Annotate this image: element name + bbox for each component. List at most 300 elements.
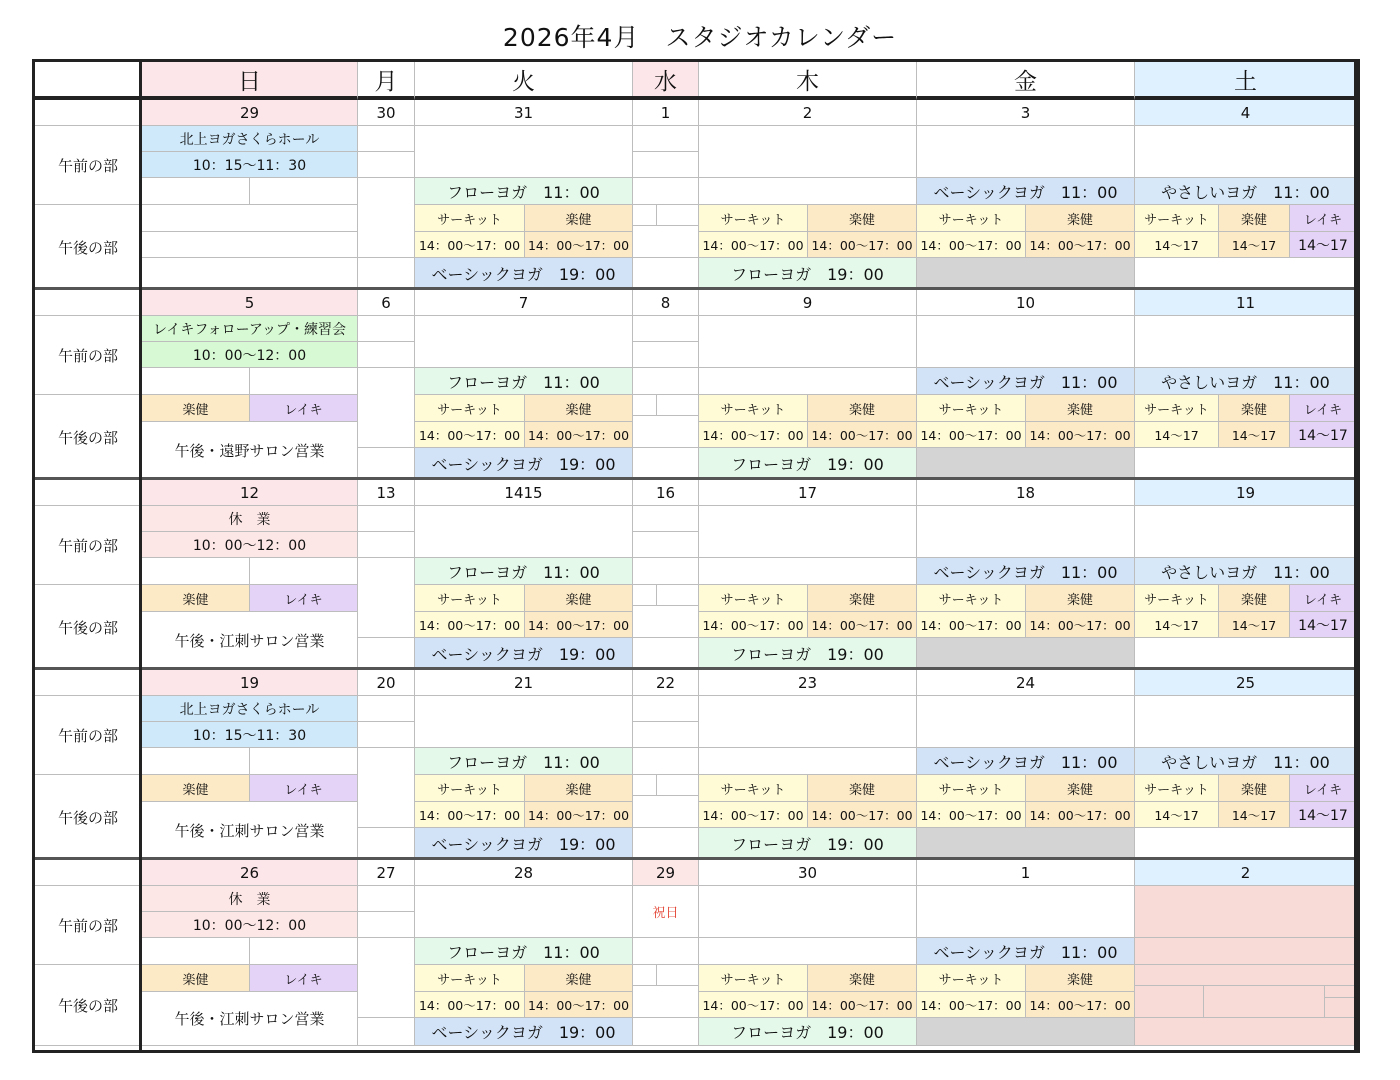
rakken-time: 14～17 (1219, 802, 1290, 828)
empty-cell (142, 558, 250, 585)
date-number: 8 (633, 290, 699, 316)
circuit-label: サーキット (699, 965, 808, 992)
empty-cell (633, 448, 699, 480)
date-number: 23 (699, 670, 917, 696)
reiki-time: 14～17 (1290, 612, 1357, 638)
divider-bar (139, 62, 142, 1050)
empty-cell (633, 258, 699, 290)
empty-cell (1135, 506, 1357, 558)
unavailable-cell (1135, 1018, 1357, 1046)
empty-cell (358, 696, 415, 722)
empty-cell (699, 938, 917, 965)
circuit-label: サーキット (415, 585, 525, 612)
empty-cell (1135, 696, 1357, 748)
weekday-header: 土 (1135, 62, 1357, 100)
reiki-label: レイキ (1290, 395, 1357, 422)
slot-label-am: 午前の部 (35, 696, 142, 775)
empty-cell (699, 316, 917, 368)
date-number: 11 (1135, 290, 1357, 316)
yasashii-yoga-am: やさしいヨガ 11：00 (1135, 748, 1357, 775)
date-number: 29 (142, 100, 358, 126)
empty-cell (657, 205, 699, 226)
sunday-rakken: 楽健 (142, 585, 250, 612)
empty-cell (699, 368, 917, 395)
sunday-am-event: 休 業 (142, 506, 358, 532)
circuit-time: 14：00～17：00 (415, 232, 525, 258)
circuit-label: サーキット (699, 395, 808, 422)
date-number: 1415 (415, 480, 633, 506)
sunday-am-time: 10：15～11：30 (142, 722, 358, 748)
closed-slot (917, 828, 1135, 860)
empty-cell (142, 205, 358, 232)
rakken-time: 14：00～17：00 (808, 612, 917, 638)
circuit-time: 14：00～17：00 (699, 232, 808, 258)
sunday-salon-note: 午後・江刺サロン営業 (142, 992, 358, 1046)
rakken-time: 14：00～17：00 (808, 422, 917, 448)
sunday-am-time: 10：00～12：00 (142, 532, 358, 558)
empty-cell (657, 775, 699, 796)
rakken-time: 14：00～17：00 (808, 802, 917, 828)
date-number: 18 (917, 480, 1135, 506)
empty-cell (917, 126, 1135, 178)
sunday-rakken: 楽健 (142, 395, 250, 422)
empty-cell (358, 506, 415, 532)
date-number: 5 (142, 290, 358, 316)
rakken-label: 楽健 (808, 395, 917, 422)
weekday-header: 金 (917, 62, 1135, 100)
empty-cell (358, 532, 415, 558)
circuit-time: 14：00～17：00 (699, 992, 808, 1018)
empty-cell (142, 258, 358, 290)
empty-cell (415, 886, 633, 938)
circuit-label: サーキット (415, 965, 525, 992)
sunday-salon-note: 午後・遠野サロン営業 (142, 422, 358, 480)
sunday-rakken: 楽健 (142, 775, 250, 802)
empty-cell (358, 938, 415, 1018)
date-number: 21 (415, 670, 633, 696)
unavailable-cell (1325, 986, 1357, 998)
slot-label-pm: 午後の部 (35, 965, 142, 1046)
calendar-grid (32, 59, 1360, 1053)
circuit-label: サーキット (1135, 205, 1219, 232)
flow-yoga-pm: フローヨガ 19：00 (699, 828, 917, 860)
weekday-header: 月 (358, 62, 415, 100)
empty-cell (917, 696, 1135, 748)
empty-cell (415, 126, 633, 178)
empty-cell (633, 395, 657, 416)
basic-yoga-pm: ベーシックヨガ 19：00 (415, 258, 633, 290)
rakken-time: 14：00～17：00 (1026, 802, 1135, 828)
rakken-time: 14：00～17：00 (808, 992, 917, 1018)
sunday-am-event: レイキフォローアップ・練習会 (142, 316, 358, 342)
slot-label-am: 午前の部 (35, 316, 142, 395)
empty-cell (358, 722, 415, 748)
rakken-label: 楽健 (808, 585, 917, 612)
rakken-label: 楽健 (1219, 205, 1290, 232)
rakken-time: 14：00～17：00 (1026, 612, 1135, 638)
closed-slot (917, 258, 1135, 290)
closed-slot (917, 448, 1135, 480)
unavailable-cell (1135, 965, 1357, 986)
empty-cell (633, 205, 657, 226)
unavailable-cell (1325, 998, 1357, 1018)
circuit-time: 14：00～17：00 (917, 422, 1026, 448)
sunday-salon-note: 午後・江刺サロン営業 (142, 612, 358, 670)
circuit-label: サーキット (415, 395, 525, 422)
page-title: 2026年4月 スタジオカレンダー (502, 23, 898, 52)
circuit-label: サーキット (699, 585, 808, 612)
rakken-time: 14：00～17：00 (1026, 232, 1135, 258)
empty-cell (250, 938, 358, 965)
date-number: 24 (917, 670, 1135, 696)
empty-cell (633, 226, 699, 258)
rakken-label: 楽健 (1219, 585, 1290, 612)
rakken-label: 楽健 (1026, 395, 1135, 422)
reiki-time: 14～17 (1290, 802, 1357, 828)
empty-cell (358, 748, 415, 828)
circuit-time: 14～17 (1135, 612, 1219, 638)
basic-yoga-am: ベーシックヨガ 11：00 (917, 938, 1135, 965)
slot-label-pm: 午後の部 (35, 775, 142, 860)
header-corner (35, 62, 142, 100)
empty-cell (1135, 638, 1357, 670)
rakken-time: 14～17 (1219, 232, 1290, 258)
sunday-am-time: 10：00～12：00 (142, 912, 358, 938)
empty-cell (250, 558, 358, 585)
rakken-label: 楽健 (1219, 395, 1290, 422)
date-number: 9 (699, 290, 917, 316)
divider-bar (632, 96, 700, 100)
date-number: 2 (1135, 860, 1357, 886)
empty-cell (699, 178, 917, 205)
empty-cell (633, 558, 699, 585)
sunday-reiki: レイキ (250, 775, 358, 802)
rakken-time: 14：00～17：00 (525, 232, 633, 258)
weekday-header: 日 (142, 62, 358, 100)
empty-cell (250, 178, 358, 205)
slot-label-pm: 午後の部 (35, 205, 142, 290)
circuit-label: サーキット (917, 585, 1026, 612)
rakken-label: 楽健 (808, 965, 917, 992)
empty-cell (633, 416, 699, 448)
circuit-label: サーキット (699, 775, 808, 802)
circuit-label: サーキット (917, 965, 1026, 992)
empty-cell (250, 368, 358, 395)
flow-yoga-am: フローヨガ 11：00 (415, 558, 633, 585)
empty-cell (633, 938, 699, 965)
circuit-time: 14～17 (1135, 802, 1219, 828)
empty-cell (142, 938, 250, 965)
date-number: 7 (415, 290, 633, 316)
empty-cell (699, 886, 917, 938)
rakken-time: 14：00～17：00 (525, 802, 633, 828)
empty-cell (358, 368, 415, 448)
empty-cell (415, 506, 633, 558)
empty-cell (633, 152, 699, 178)
empty-cell (633, 986, 699, 1018)
rakken-label: 楽健 (525, 395, 633, 422)
date-row-blank (35, 100, 142, 126)
empty-cell (633, 828, 699, 860)
sunday-salon-note: 午後・江刺サロン営業 (142, 802, 358, 860)
circuit-time: 14：00～17：00 (917, 612, 1026, 638)
empty-cell (1135, 258, 1357, 290)
reiki-label: レイキ (1290, 205, 1357, 232)
sunday-am-event: 休 業 (142, 886, 358, 912)
sunday-am-time: 10：15～11：30 (142, 152, 358, 178)
rakken-time: 14：00～17：00 (1026, 422, 1135, 448)
date-number: 19 (1135, 480, 1357, 506)
empty-cell (633, 796, 699, 828)
rakken-time: 14：00～17：00 (808, 232, 917, 258)
rakken-label: 楽健 (1026, 205, 1135, 232)
slot-label-am: 午前の部 (35, 886, 142, 965)
empty-cell (657, 965, 699, 986)
empty-cell (699, 506, 917, 558)
closed-slot (917, 638, 1135, 670)
empty-cell (358, 558, 415, 638)
rakken-time: 14～17 (1219, 612, 1290, 638)
date-number: 27 (358, 860, 415, 886)
date-number: 30 (358, 100, 415, 126)
weekday-header: 火 (415, 62, 633, 100)
empty-cell (358, 126, 415, 152)
empty-cell (633, 722, 699, 748)
empty-cell (142, 232, 358, 258)
basic-yoga-am: ベーシックヨガ 11：00 (917, 368, 1135, 395)
date-number: 30 (699, 860, 917, 886)
sunday-am-event: 北上ヨガさくらホール (142, 696, 358, 722)
rakken-time: 14：00～17：00 (525, 992, 633, 1018)
empty-cell (699, 696, 917, 748)
empty-cell (917, 506, 1135, 558)
circuit-time: 14：00～17：00 (917, 232, 1026, 258)
empty-cell (633, 532, 699, 558)
rakken-label: 楽健 (1026, 965, 1135, 992)
date-row-blank (35, 290, 142, 316)
yasashii-yoga-am: やさしいヨガ 11：00 (1135, 558, 1357, 585)
date-number: 31 (415, 100, 633, 126)
date-number: 4 (1135, 100, 1357, 126)
unavailable-cell (1135, 986, 1204, 1018)
flow-yoga-am: フローヨガ 11：00 (415, 748, 633, 775)
slot-label-am: 午前の部 (35, 126, 142, 205)
empty-cell (142, 178, 250, 205)
empty-cell (358, 1018, 415, 1046)
weekday-header: 木 (699, 62, 917, 100)
empty-cell (358, 448, 415, 480)
sunday-reiki: レイキ (250, 395, 358, 422)
date-row-blank (35, 860, 142, 886)
empty-cell (1135, 828, 1357, 860)
basic-yoga-pm: ベーシックヨガ 19：00 (415, 828, 633, 860)
date-number: 25 (1135, 670, 1357, 696)
reiki-time: 14～17 (1290, 422, 1357, 448)
circuit-time: 14：00～17：00 (415, 612, 525, 638)
empty-cell (250, 748, 358, 775)
empty-cell (358, 258, 415, 290)
circuit-label: サーキット (917, 775, 1026, 802)
date-row-blank (35, 670, 142, 696)
empty-cell (633, 585, 657, 606)
empty-cell (633, 342, 699, 368)
rakken-label: 楽健 (525, 965, 633, 992)
circuit-label: サーキット (415, 775, 525, 802)
circuit-time: 14：00～17：00 (699, 802, 808, 828)
basic-yoga-pm: ベーシックヨガ 19：00 (415, 1018, 633, 1046)
empty-cell (142, 748, 250, 775)
flow-yoga-am: フローヨガ 11：00 (415, 178, 633, 205)
circuit-time: 14：00～17：00 (415, 992, 525, 1018)
empty-cell (633, 638, 699, 670)
yasashii-yoga-am: やさしいヨガ 11：00 (1135, 368, 1357, 395)
empty-cell (358, 342, 415, 368)
circuit-time: 14：00～17：00 (415, 422, 525, 448)
rakken-label: 楽健 (1026, 585, 1135, 612)
date-number: 1 (633, 100, 699, 126)
empty-cell (1135, 448, 1357, 480)
empty-cell (633, 748, 699, 775)
empty-cell (633, 506, 699, 532)
unavailable-cell (1135, 886, 1357, 938)
date-number: 6 (358, 290, 415, 316)
empty-cell (633, 775, 657, 796)
basic-yoga-pm: ベーシックヨガ 19：00 (415, 638, 633, 670)
circuit-label: サーキット (917, 205, 1026, 232)
empty-cell (358, 316, 415, 342)
empty-cell (699, 558, 917, 585)
circuit-time: 14～17 (1135, 232, 1219, 258)
rakken-time: 14：00～17：00 (1026, 992, 1135, 1018)
date-number: 29 (633, 860, 699, 886)
empty-cell (1135, 316, 1357, 368)
empty-cell (358, 828, 415, 860)
closed-slot (917, 1018, 1135, 1046)
empty-cell (358, 912, 415, 938)
slot-label-pm: 午後の部 (35, 585, 142, 670)
circuit-time: 14：00～17：00 (699, 612, 808, 638)
circuit-label: サーキット (699, 205, 808, 232)
rakken-label: 楽健 (808, 775, 917, 802)
yasashii-yoga-am: やさしいヨガ 11：00 (1135, 178, 1357, 205)
date-number: 22 (633, 670, 699, 696)
date-row-blank (35, 480, 142, 506)
empty-cell (633, 696, 699, 722)
rakken-time: 14：00～17：00 (525, 612, 633, 638)
reiki-label: レイキ (1290, 585, 1357, 612)
empty-cell (358, 152, 415, 178)
flow-yoga-pm: フローヨガ 19：00 (699, 258, 917, 290)
date-number: 1 (917, 860, 1135, 886)
empty-cell (657, 585, 699, 606)
slot-label-pm: 午後の部 (35, 395, 142, 480)
empty-cell (633, 368, 699, 395)
rakken-time: 14：00～17：00 (525, 422, 633, 448)
flow-yoga-pm: フローヨガ 19：00 (699, 1018, 917, 1046)
empty-cell (633, 126, 699, 152)
empty-cell (633, 178, 699, 205)
date-number: 3 (917, 100, 1135, 126)
rakken-label: 楽健 (1219, 775, 1290, 802)
rakken-label: 楽健 (525, 205, 633, 232)
empty-cell (657, 395, 699, 416)
unavailable-cell (1135, 938, 1357, 965)
circuit-label: サーキット (415, 205, 525, 232)
date-number: 28 (415, 860, 633, 886)
sunday-reiki: レイキ (250, 965, 358, 992)
sunday-reiki: レイキ (250, 585, 358, 612)
empty-cell (633, 1018, 699, 1046)
empty-cell (633, 606, 699, 638)
rakken-label: 楽健 (1026, 775, 1135, 802)
empty-cell (358, 886, 415, 912)
circuit-label: サーキット (917, 395, 1026, 422)
date-number: 17 (699, 480, 917, 506)
date-number: 10 (917, 290, 1135, 316)
sunday-am-time: 10：00～12：00 (142, 342, 358, 368)
basic-yoga-am: ベーシックヨガ 11：00 (917, 178, 1135, 205)
rakken-time: 14～17 (1219, 422, 1290, 448)
empty-cell (917, 886, 1135, 938)
empty-cell (142, 368, 250, 395)
circuit-label: サーキット (1135, 585, 1219, 612)
sunday-am-event: 北上ヨガさくらホール (142, 126, 358, 152)
date-number: 13 (358, 480, 415, 506)
unavailable-cell (1204, 986, 1325, 1018)
rakken-label: 楽健 (525, 775, 633, 802)
circuit-label: サーキット (1135, 775, 1219, 802)
empty-cell (633, 316, 699, 342)
date-number: 20 (358, 670, 415, 696)
rakken-label: 楽健 (525, 585, 633, 612)
flow-yoga-pm: フローヨガ 19：00 (699, 448, 917, 480)
basic-yoga-pm: ベーシックヨガ 19：00 (415, 448, 633, 480)
circuit-time: 14：00～17：00 (917, 802, 1026, 828)
slot-label-am: 午前の部 (35, 506, 142, 585)
circuit-time: 14：00～17：00 (699, 422, 808, 448)
circuit-time: 14：00～17：00 (415, 802, 525, 828)
empty-cell (699, 126, 917, 178)
date-number: 26 (142, 860, 358, 886)
circuit-label: サーキット (1135, 395, 1219, 422)
divider-bar (1354, 62, 1357, 1050)
weekday-header: 水 (633, 62, 699, 100)
empty-cell (699, 748, 917, 775)
empty-cell (633, 965, 657, 986)
circuit-time: 14～17 (1135, 422, 1219, 448)
circuit-time: 14：00～17：00 (917, 992, 1026, 1018)
empty-cell (917, 316, 1135, 368)
holiday-label: 祝日 (633, 886, 699, 938)
basic-yoga-am: ベーシックヨガ 11：00 (917, 558, 1135, 585)
empty-cell (358, 178, 415, 258)
reiki-time: 14～17 (1290, 232, 1357, 258)
rakken-label: 楽健 (808, 205, 917, 232)
empty-cell (1135, 126, 1357, 178)
date-number: 16 (633, 480, 699, 506)
flow-yoga-am: フローヨガ 11：00 (415, 938, 633, 965)
flow-yoga-am: フローヨガ 11：00 (415, 368, 633, 395)
date-number: 12 (142, 480, 358, 506)
sunday-rakken: 楽健 (142, 965, 250, 992)
date-number: 2 (699, 100, 917, 126)
empty-cell (415, 696, 633, 748)
basic-yoga-am: ベーシックヨガ 11：00 (917, 748, 1135, 775)
empty-cell (358, 638, 415, 670)
flow-yoga-pm: フローヨガ 19：00 (699, 638, 917, 670)
reiki-label: レイキ (1290, 775, 1357, 802)
empty-cell (415, 316, 633, 368)
